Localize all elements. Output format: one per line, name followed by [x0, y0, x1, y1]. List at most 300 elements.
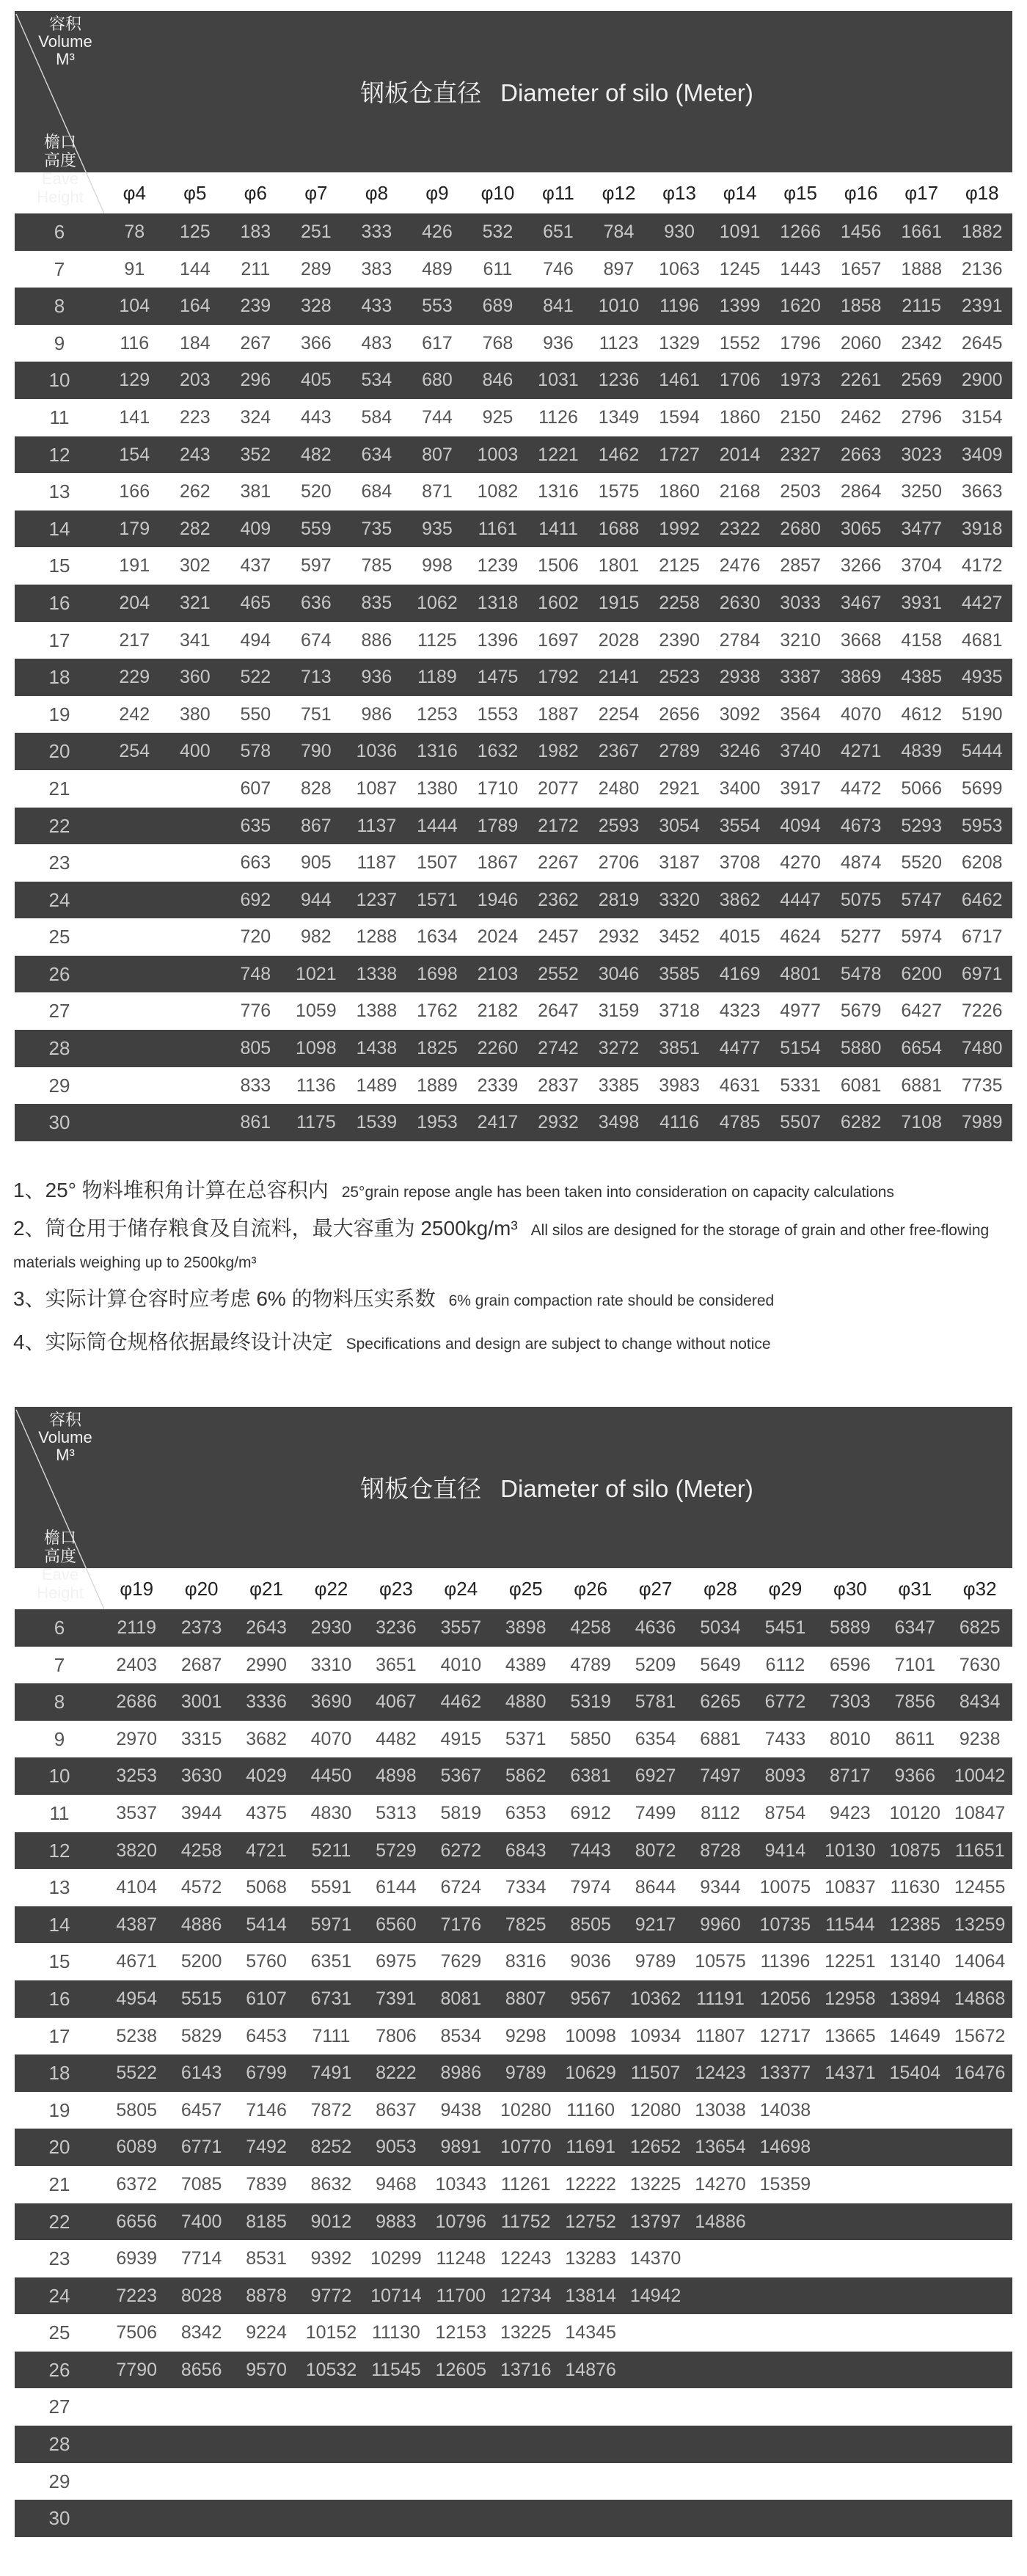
volume-cell: [753, 2352, 817, 2389]
volume-cell: 998: [422, 555, 453, 577]
volume-cell: 935: [422, 518, 453, 539]
volume-cell: [818, 2277, 882, 2315]
volume-cell: 3918: [961, 518, 1003, 539]
volume-cell: 2150: [780, 406, 821, 428]
volume-cell: [169, 2426, 233, 2463]
volume-cell: 3187: [659, 852, 700, 874]
table-row: [15, 362, 1012, 399]
volume-cell: 3898: [505, 1617, 547, 1638]
volume-cell: 768: [482, 332, 514, 354]
volume-cell: 302: [179, 555, 211, 577]
eave-height-cell: 17: [48, 629, 70, 651]
volume-cell: 4785: [719, 1112, 761, 1133]
volume-cell: 184: [179, 332, 211, 354]
volume-cell: 3931: [901, 592, 942, 613]
volume-cell: 12153: [435, 2322, 487, 2343]
volume-cell: 805: [240, 1038, 271, 1059]
volume-cell: 1098: [296, 1038, 337, 1059]
volume-cell: 13225: [629, 2173, 681, 2195]
volume-cell: 8807: [505, 1988, 547, 2009]
volume-cell: 6354: [635, 1728, 676, 1749]
diameter-column-header: φ28: [703, 1578, 737, 1600]
volume-cell: 2930: [310, 1617, 352, 1638]
volume-cell: 9012: [310, 2211, 352, 2232]
volume-cell: 3250: [901, 481, 942, 502]
volume-cell: 360: [179, 667, 211, 688]
eave-height-cell: 11: [49, 406, 70, 428]
volume-cell: 5367: [440, 1765, 482, 1787]
volume-cell: 2476: [719, 555, 761, 577]
volume-cell: 2932: [538, 1112, 579, 1133]
volume-cell: 179: [119, 518, 150, 539]
volume-cell: 925: [482, 406, 514, 428]
volume-cell: [494, 2426, 558, 2463]
volume-cell: [947, 2314, 1012, 2352]
volume-cell: 12752: [565, 2211, 616, 2232]
volume-cell: 3740: [780, 741, 821, 762]
volume-cell: [165, 918, 226, 956]
volume-cell: 3983: [659, 1075, 700, 1096]
volume-cell: 5522: [116, 2063, 158, 2084]
volume-cell: 104: [119, 296, 150, 317]
volume-cell: 3266: [840, 555, 882, 577]
volume-cell: 1946: [477, 889, 519, 910]
volume-cell: 5889: [830, 1617, 871, 1638]
volume-cell: [818, 2426, 882, 2463]
volume-cell: 2480: [598, 777, 640, 799]
volume-cell: 116: [120, 332, 150, 354]
volume-cell: 2921: [659, 777, 700, 799]
volume-cell: 1087: [356, 777, 398, 799]
volume-cell: 1706: [719, 370, 761, 391]
volume-cell: 617: [422, 332, 453, 354]
volume-cell: 10098: [565, 2025, 616, 2046]
volume-cell: 3682: [246, 1728, 287, 1749]
note-text-en: 25°grain repose angle has been taken into consideration on capacity calculations: [341, 1184, 894, 1201]
volume-cell: 776: [240, 1000, 271, 1022]
table-row: [15, 622, 1012, 659]
volume-cell: 4029: [246, 1765, 287, 1787]
table-row: [15, 473, 1012, 511]
capacity-table-1: [15, 11, 1012, 1141]
volume-cell: [947, 2203, 1012, 2241]
volume-cell: 635: [240, 815, 271, 836]
volume-cell: 1136: [296, 1075, 336, 1096]
volume-cell: 1031: [538, 370, 579, 391]
volume-cell: 3585: [659, 963, 700, 984]
volume-cell: 5974: [901, 926, 942, 948]
volume-cell: 328: [301, 296, 332, 317]
volume-cell: 6971: [961, 963, 1003, 984]
volume-cell: 2706: [598, 852, 640, 874]
volume-cell: 3554: [719, 815, 761, 836]
volume-cell: 1438: [356, 1038, 398, 1059]
volume-cell: 4880: [505, 1691, 547, 1713]
volume-cell: 1091: [719, 222, 761, 242]
volume-cell: 2014: [719, 444, 761, 465]
volume-cell: 2339: [477, 1075, 519, 1096]
eave-height-cell: 13: [48, 1876, 70, 1899]
volume-cell: 4172: [961, 555, 1003, 577]
volume-cell: [818, 2129, 882, 2166]
volume-cell: 2182: [477, 1000, 519, 1022]
volume-cell: [104, 2426, 169, 2463]
volume-cell: 5829: [180, 2025, 222, 2046]
eave-height-cell: 26: [48, 962, 70, 985]
volume-cell: 296: [240, 370, 271, 391]
volume-cell: 1506: [538, 555, 579, 577]
volume-cell: 1245: [719, 258, 761, 279]
volume-cell: 5747: [901, 889, 942, 910]
volume-cell: 1575: [598, 481, 640, 502]
volume-cell: 7506: [116, 2322, 158, 2343]
eave-height-cell: 16: [48, 1987, 70, 2010]
volume-cell: 4010: [440, 1654, 482, 1675]
volume-cell: 6208: [961, 852, 1003, 874]
volume-cell: 1063: [659, 258, 700, 279]
volume-cell: 1126: [538, 406, 578, 428]
volume-cell: 1237: [356, 889, 398, 910]
table-row: [15, 2314, 1012, 2352]
volume-cell: 2119: [117, 1617, 157, 1638]
volume-cell: 10362: [629, 1988, 681, 2009]
volume-cell: 4482: [376, 1728, 417, 1749]
volume-cell: 2819: [598, 889, 640, 910]
volume-cell: 6772: [764, 1691, 806, 1713]
diameter-column-header: φ19: [120, 1578, 154, 1600]
volume-cell: 1571: [417, 889, 458, 910]
volume-cell: 267: [240, 332, 271, 354]
volume-cell: 13814: [565, 2285, 616, 2306]
volume-cell: [947, 2352, 1012, 2389]
volume-cell: [428, 2500, 493, 2537]
volume-cell: [753, 2426, 817, 2463]
table-row: [15, 2240, 1012, 2277]
table-header: [15, 1407, 1012, 1602]
volume-cell: 7839: [246, 2173, 287, 2195]
table-row: [15, 2500, 1012, 2537]
table-row: [15, 1757, 1012, 1795]
volume-cell: 7391: [376, 1988, 417, 2009]
volume-cell: 3851: [659, 1038, 700, 1059]
volume-cell: 2028: [598, 629, 640, 651]
volume-cell: 2687: [180, 1654, 222, 1675]
volume-cell: [364, 2388, 428, 2426]
volume-cell: 4389: [505, 1654, 547, 1675]
volume-cell: 1710: [477, 777, 519, 799]
volume-cell: 380: [179, 703, 211, 725]
volume-cell: [494, 2388, 558, 2426]
volume-cell: 3033: [780, 592, 821, 613]
volume-cell: 1062: [417, 592, 458, 613]
volume-cell: 6144: [376, 1877, 417, 1898]
eave-height-cell: 22: [48, 814, 70, 837]
eave-height-cell: 14: [48, 1913, 70, 1936]
volume-cell: 191: [119, 555, 150, 577]
volume-cell: 2523: [659, 667, 700, 688]
volume-cell: [882, 2203, 947, 2241]
volume-cell: 14371: [825, 2063, 876, 2084]
note-text-cn: 3、实际计算仓容时应考虑 6% 的物料压实系数: [13, 1287, 436, 1310]
volume-cell: 333: [361, 222, 392, 242]
volume-cell: 8531: [246, 2248, 287, 2269]
volume-cell: 10075: [759, 1877, 811, 1898]
eave-height-cell: 6: [54, 221, 65, 243]
diameter-column-header: φ32: [962, 1578, 997, 1600]
table-row: [15, 956, 1012, 993]
volume-cell: [688, 2463, 753, 2500]
volume-cell: 1266: [780, 222, 821, 242]
volume-cell: 7223: [116, 2285, 158, 2306]
table-row: [15, 918, 1012, 956]
volume-cell: [169, 2388, 233, 2426]
volume-cell: 9224: [246, 2322, 287, 2343]
volume-cell: [947, 2092, 1012, 2129]
table-row: [15, 2054, 1012, 2092]
volume-cell: 1411: [538, 518, 578, 539]
volume-cell: 1661: [901, 222, 942, 242]
volume-cell: 9468: [376, 2173, 417, 2195]
volume-cell: 6462: [961, 889, 1003, 910]
volume-cell: [104, 1104, 165, 1141]
volume-cell: 751: [301, 703, 332, 725]
volume-cell: 4067: [376, 1691, 417, 1713]
volume-cell: 1889: [417, 1075, 458, 1096]
eave-height-cell: 23: [48, 2247, 70, 2270]
volume-cell: 8342: [180, 2322, 222, 2343]
volume-cell: 1982: [538, 741, 579, 762]
table-row: [15, 436, 1012, 474]
volume-cell: 203: [179, 370, 211, 391]
volume-cell: 2643: [246, 1617, 287, 1638]
volume-cell: 3690: [310, 1691, 352, 1713]
eave-height-label: 檐口 高度 Eave Height: [37, 1529, 84, 1602]
volume-cell: [299, 2463, 363, 2500]
table-row: [15, 2092, 1012, 2129]
volume-cell: 10629: [565, 2063, 616, 2084]
volume-cell: [165, 882, 226, 919]
volume-cell: 6927: [635, 1765, 676, 1787]
volume-cell: 409: [240, 518, 271, 539]
volume-cell: 1825: [417, 1038, 458, 1059]
volume-cell: [818, 2092, 882, 2129]
volume-cell: 2742: [538, 1038, 579, 1059]
note-text-cn: 1、25° 物料堆积角计算在总容积内: [13, 1179, 329, 1201]
table-row: [15, 2352, 1012, 2389]
volume-cell: 4447: [780, 889, 821, 910]
eave-height-cell: 13: [48, 480, 70, 503]
volume-cell: 1688: [598, 518, 640, 539]
volume-cell: 7499: [635, 1802, 676, 1823]
volume-cell: 8878: [246, 2285, 287, 2306]
volume-cell: 11700: [436, 2285, 486, 2306]
volume-cell: 936: [543, 332, 574, 354]
eave-height-cell: 19: [48, 703, 70, 725]
volume-cell: 1396: [477, 629, 519, 651]
volume-cell: 6724: [440, 1877, 482, 1898]
eave-height-cell: 10: [48, 369, 70, 392]
volume-cell: 10837: [825, 1877, 876, 1898]
volume-cell: 6912: [570, 1802, 611, 1823]
table-row: [15, 2426, 1012, 2463]
volume-cell: 1632: [477, 741, 519, 762]
volume-cell: 10575: [695, 1951, 746, 1972]
volume-cell: 12251: [825, 1951, 876, 1972]
volume-cell: 13283: [565, 2248, 616, 2269]
volume-cell: 6799: [246, 2063, 287, 2084]
eave-height-cell: 12: [48, 443, 70, 466]
volume-cell: 2342: [901, 332, 942, 354]
eave-height-cell: 6: [54, 1617, 65, 1639]
volume-cell: 13716: [500, 2359, 552, 2380]
volume-cell: 8728: [700, 1840, 741, 1861]
volume-cell: 6200: [901, 963, 942, 984]
volume-cell: 166: [119, 481, 150, 502]
diameter-title-en: Diameter of silo (Meter): [500, 1475, 753, 1502]
volume-cell: 4387: [116, 1914, 158, 1935]
volume-cell: 2403: [116, 1654, 158, 1675]
volume-cell: 13654: [695, 2137, 746, 2158]
volume-cell: 784: [603, 222, 635, 242]
volume-cell: 6453: [246, 2025, 287, 2046]
volume-cell: [623, 2388, 687, 2426]
volume-cell: 1801: [598, 555, 640, 577]
volume-cell: 550: [240, 703, 271, 725]
volume-cell: 1175: [296, 1112, 336, 1133]
volume-cell: [104, 956, 165, 993]
volume-cell: 744: [422, 406, 453, 428]
note-item: [13, 1170, 1014, 1213]
volume-cell: [882, 2240, 947, 2277]
volume-cell: 1992: [659, 518, 700, 539]
volume-cell: [428, 2463, 493, 2500]
note-text-en: All silos are designed for the storage of grain and other free-flowing materials weighing up to 2500kg/m³: [13, 1222, 990, 1271]
volume-cell: 10796: [435, 2211, 487, 2232]
volume-cell: 10130: [825, 1840, 876, 1861]
volume-cell: [947, 2463, 1012, 2500]
volume-cell: 6881: [700, 1728, 741, 1749]
eave-height-cell: 25: [48, 926, 70, 948]
volume-cell: 13038: [695, 2099, 746, 2121]
diameter-column-header: φ11: [542, 182, 574, 204]
volume-cell: 4636: [635, 1617, 676, 1638]
volume-cell: 12605: [435, 2359, 487, 2380]
volume-cell: 1858: [840, 296, 882, 317]
volume-cell: [818, 2388, 882, 2426]
volume-cell: 1318: [477, 592, 519, 613]
volume-cell: 1860: [659, 481, 700, 502]
volume-cell: 4472: [840, 777, 882, 799]
volume-cell: 494: [240, 629, 271, 651]
volume-cell: [688, 2314, 753, 2352]
volume-cell: 6353: [505, 1802, 547, 1823]
volume-cell: 785: [361, 555, 392, 577]
volume-cell: [882, 2092, 947, 2129]
eave-height-cell: 21: [48, 777, 70, 799]
volume-cell: 1388: [356, 1000, 398, 1022]
volume-cell: 3253: [116, 1765, 158, 1787]
volume-cell: 433: [361, 296, 392, 317]
volume-cell: 1461: [659, 370, 700, 391]
volume-cell: 4169: [719, 963, 761, 984]
volume-cell: 282: [179, 518, 211, 539]
volume-cell: 13797: [629, 2211, 681, 2232]
volume-cell: [818, 2500, 882, 2537]
diameter-column-header: φ30: [833, 1578, 867, 1600]
table-row: [15, 213, 1012, 251]
volume-cell: 607: [240, 777, 271, 799]
volume-cell: 239: [240, 296, 271, 317]
volume-cell: 6107: [246, 1988, 287, 2009]
volume-cell: 164: [179, 296, 211, 317]
table-row: [15, 992, 1012, 1030]
table-row: [15, 1683, 1012, 1721]
volume-cell: [558, 2426, 623, 2463]
table-row: [15, 2277, 1012, 2315]
volume-cell: 465: [240, 592, 271, 613]
volume-cell: [623, 2463, 687, 2500]
volume-cell: 3154: [961, 406, 1003, 428]
volume-cell: 3400: [719, 777, 761, 799]
volume-cell: [104, 882, 165, 919]
diameter-column-header: φ15: [783, 182, 817, 204]
eave-height-cell: 7: [54, 257, 65, 280]
eave-height-cell: 24: [48, 888, 70, 911]
eave-height-label: 檐口 高度 Eave Height: [37, 133, 84, 206]
volume-cell: 4427: [961, 592, 1003, 613]
volume-cell: 6654: [901, 1038, 942, 1059]
volume-cell: 3651: [376, 1654, 417, 1675]
diameter-column-header: φ7: [304, 182, 328, 204]
volume-cell: 7856: [894, 1691, 936, 1713]
volume-cell: 482: [301, 444, 332, 465]
volume-cell: [623, 2314, 687, 2352]
volume-cell: 324: [240, 406, 271, 428]
volume-cell: [818, 2240, 882, 2277]
diameter-column-header: φ4: [123, 182, 146, 204]
volume-cell: 3467: [840, 592, 882, 613]
volume-cell: 6351: [310, 1951, 352, 1972]
volume-cell: 5862: [505, 1765, 547, 1787]
volume-cell: 3023: [901, 444, 942, 465]
volume-cell: 14370: [629, 2248, 681, 2269]
volume-cell: 3557: [440, 1617, 482, 1638]
volume-cell: 3708: [719, 852, 761, 874]
volume-cell: 7974: [570, 1877, 611, 1898]
table-row: [15, 1869, 1012, 1906]
eave-height-cell: 9: [54, 332, 65, 354]
volume-cell: 4830: [310, 1802, 352, 1823]
volume-cell: 1973: [780, 370, 821, 391]
volume-cell: 183: [240, 222, 271, 242]
volume-cell: [165, 770, 226, 808]
volume-cell: 2837: [538, 1075, 579, 1096]
volume-cell: 9570: [246, 2359, 287, 2380]
volume-cell: 636: [301, 592, 332, 613]
volume-cell: 9891: [440, 2137, 482, 2158]
volume-cell: 930: [664, 222, 695, 242]
volume-cell: 5331: [780, 1075, 821, 1096]
table-row: [15, 325, 1012, 362]
volume-cell: 3001: [180, 1691, 222, 1713]
eave-height-cell: 7: [54, 1653, 65, 1676]
volume-cell: [165, 844, 226, 882]
volume-cell: 1792: [538, 667, 579, 688]
volume-cell: 3320: [659, 889, 700, 910]
volume-cell: 7085: [180, 2173, 222, 2195]
volume-cell: 1796: [780, 332, 821, 354]
note-item: [13, 1322, 1014, 1365]
